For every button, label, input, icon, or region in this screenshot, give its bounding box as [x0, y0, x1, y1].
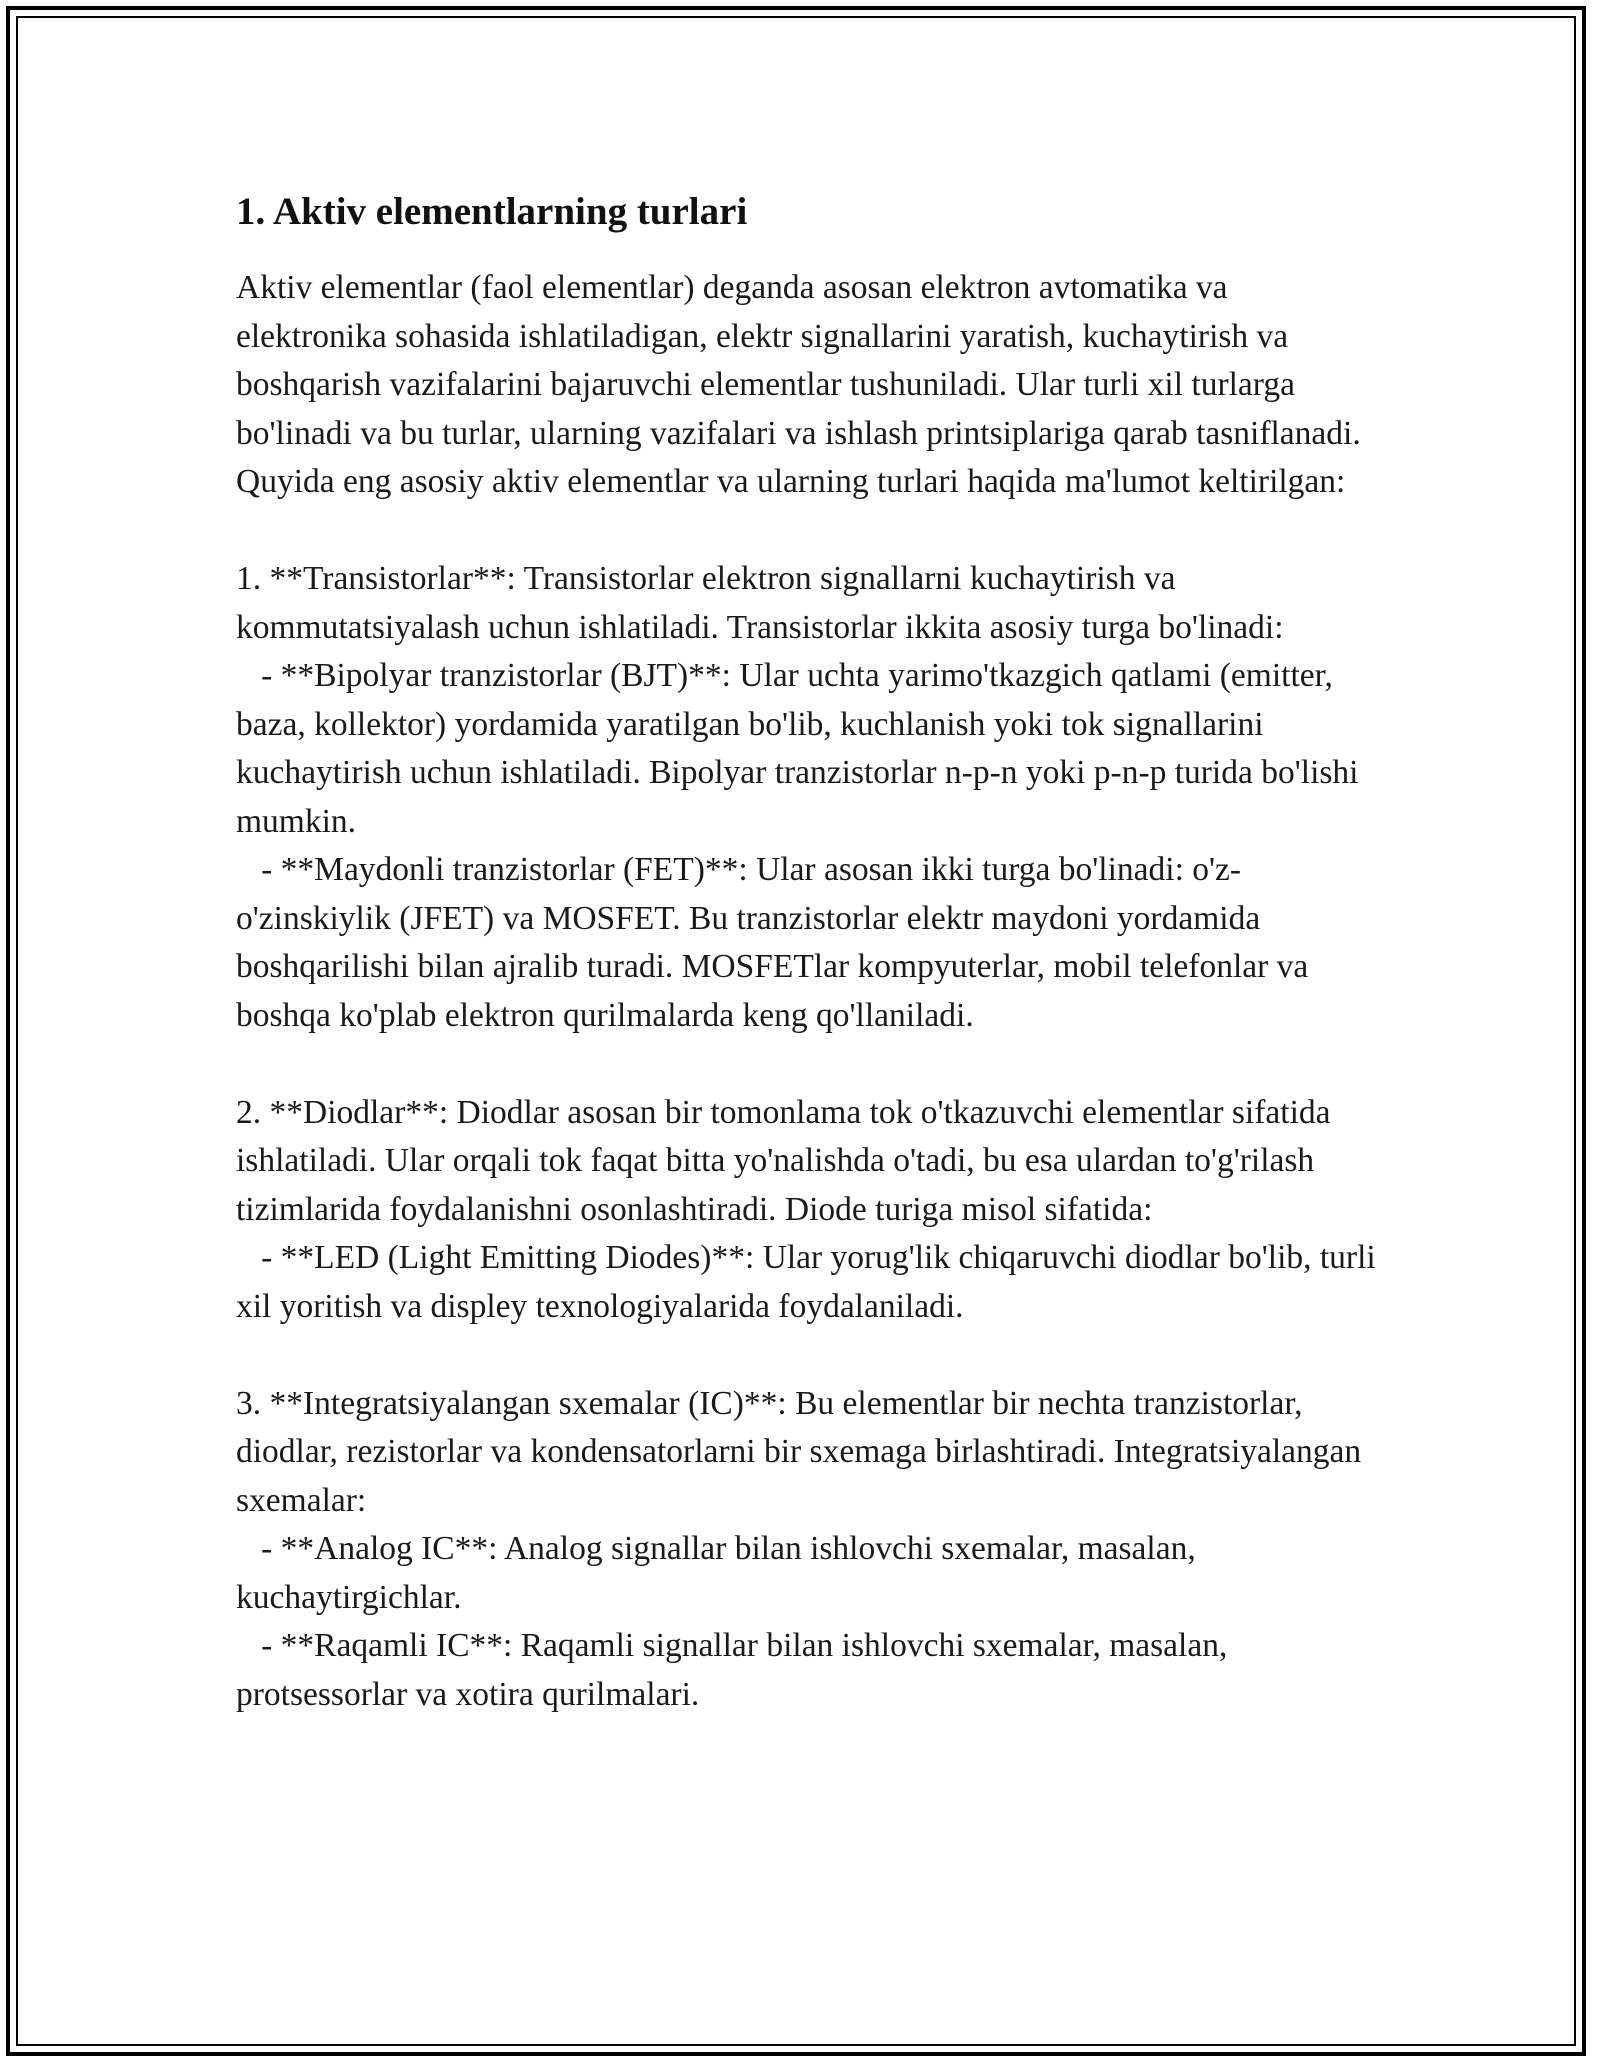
- list-item: - **Analog IC**: Analog signallar bilan ishlovchi sxemalar, masalan, kuchaytirgichlar.: [236, 1530, 1205, 1616]
- section-integrated-circuits: [236, 1380, 1386, 1720]
- list-item: - **Raqamli IC**: Raqamli signallar bilan ishlovchi sxemalar, masalan, protsessorlar va xotira qurilmalari.: [236, 1627, 1236, 1713]
- document-body: [236, 188, 1386, 1719]
- paragraph-spacer: [236, 1040, 1386, 1089]
- section-lead: 1. **Transistorlar**: Transistorlar elektron signallarni kuchaytirish va kommutatsiyalash uchun ishlatiladi. Transistorlar ikkita asosiy turga bo'linadi:: [236, 560, 1284, 646]
- list-item: - **LED (Light Emitting Diodes)**: Ular yorug'lik chiqaruvchi diodlar bo'lib, turli xil yoritish va displey texnologiyalarida foydalaniladi.: [236, 1239, 1385, 1325]
- paragraph-spacer: [236, 507, 1386, 556]
- section-lead: 3. **Integratsiyalangan sxemalar (IC)**: Bu elementlar bir nechta tranzistorlar, diodlar, rezistorlar va kondensatorlarni bir sxemaga birlashtiradi. Integratsiyalangan sxemalar:: [236, 1384, 1370, 1519]
- section-diodes: [236, 1089, 1386, 1332]
- section-lead: 2. **Diodlar**: Diodlar asosan bir tomonlama tok o'tkazuvchi elementlar sifatida ishlatiladi. Ular orqali tok faqat bitta yo'nalishda o'tadi, bu esa ulardan to'g'rilash tizimlarida foydalanishni osonlashtiradi. Diode turiga misol sifatida:: [236, 1093, 1339, 1228]
- list-item: - **Maydonli tranzistorlar (FET)**: Ular asosan ikki turga bo'linadi: o'z-o'zinskiylik (JFET) va MOSFET. Bu tranzistorlar elektr maydoni yordamida boshqarilishi bilan ajralib turadi. MOSFETlar kompyuterlar, mobil telefonlar va boshqa ko'plab elektron qurilmalarda keng qo'llaniladi.: [236, 851, 1317, 1034]
- section-transistors: [236, 555, 1386, 1040]
- list-item: - **Bipolyar tranzistorlar (BJT)**: Ular uchta yarimo'tkazgich qatlami (emitter, baza, kollektor) yordamida yaratilgan bo'lib, kuchlanish yoki tok signallarini kuchaytirish uchun ishlatiladi. Bipolyar tranzistorlar n-p-n yoki p-n-p turida bo'lishi mumkin.: [236, 657, 1367, 840]
- paragraph-spacer: [236, 1331, 1386, 1380]
- section-heading: 1. Aktiv elementlarning turlari: [236, 190, 748, 233]
- intro-paragraph: Aktiv elementlar (faol elementlar) deganda asosan elektron avtomatika va elektronika sohasida ishlatiladigan, elektr signallarini yaratish, kuchaytirish va boshqarish vazifalarini bajaruvchi elementlar tushuniladi. Ular turli xil turlarga bo'linadi va bu turlar, ularning vazifalari va ishlash printsiplariga qarab tasniflanadi. Quyida eng asosiy aktiv elementlar va ularning turlari haqida ma'lumot keltirilgan:: [236, 269, 1370, 500]
